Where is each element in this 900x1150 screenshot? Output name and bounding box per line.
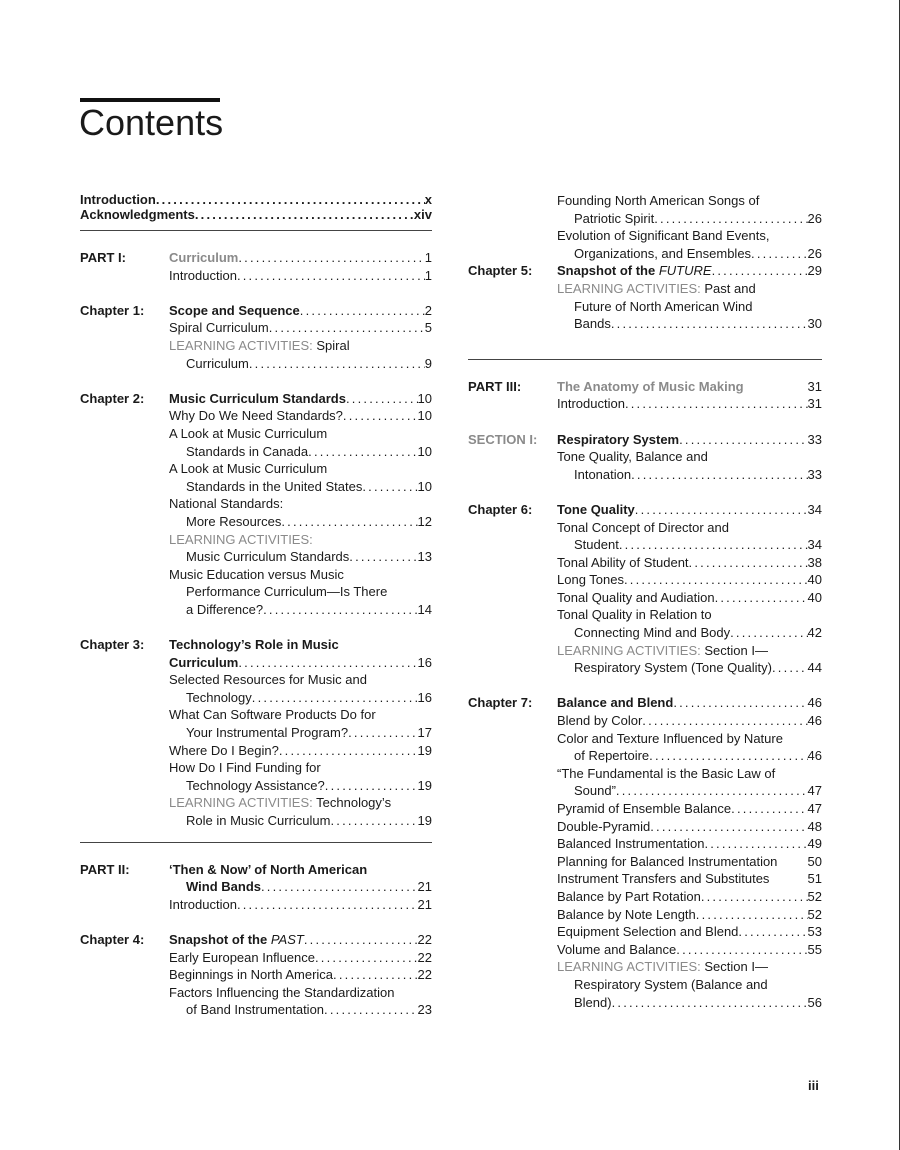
toc-entry-introduction[interactable]: Introduction ..... x [80, 192, 432, 207]
toc-entry-spiral[interactable]: Spiral Curriculum ..... 5 [169, 319, 432, 337]
toc-entry-audiation[interactable]: Tonal Quality and Audiation ..... 40 [557, 589, 822, 607]
toc-entry-founding[interactable]: Founding North American Songs of [557, 193, 760, 208]
toc-entry-part3-introduction[interactable]: Introduction ..... 31 [557, 395, 822, 413]
toc-entry-tonal-ability[interactable]: Tonal Ability of Student ..... 38 [557, 554, 822, 572]
toc-entry-national[interactable]: National Standards: [169, 496, 284, 512]
toc-chapter-7 [468, 694, 822, 1011]
toc-entry-fundamental[interactable]: “The Fundamental is the Basic Law of [557, 765, 776, 781]
toc-entry-ch5-activities[interactable]: LEARNING ACTIVITIES: Past and [557, 280, 756, 296]
toc-chapter-5 [468, 262, 822, 332]
toc-entry-tonal-concept-cont[interactable]: Student ..... 34 [557, 536, 822, 554]
toc-entry-us[interactable]: A Look at Music Curriculum [169, 461, 328, 477]
toc-entry-ch2-activities[interactable]: LEARNING ACTIVITIES: [169, 531, 313, 547]
toc-entry-evolution[interactable]: Evolution of Significant Band Events, [557, 228, 770, 244]
toc-entry-factors[interactable]: Factors Influencing the Standardization [169, 984, 395, 1000]
toc-entry-beginnings[interactable]: Beginnings in North America ..... 22 [169, 966, 432, 984]
toc-entry-ch5-activities-cont[interactable]: Future of North American Wind [574, 298, 753, 314]
toc-part-2 [80, 861, 432, 914]
chapter-label: Chapter 3: [80, 637, 145, 653]
toc-entry-technology[interactable]: Technology’s Role in Music [169, 637, 339, 653]
toc-entry-part2-introduction[interactable]: Introduction ..... 21 [169, 896, 432, 914]
toc-entry-then-now[interactable]: ‘Then & Now’ of North American [169, 861, 368, 877]
chapter-label: Chapter 6: [468, 501, 533, 517]
toc-entry-double-pyramid[interactable]: Double-Pyramid ..... 48 [557, 818, 822, 836]
toc-entry-balanced-instr[interactable]: Balanced Instrumentation ..... 49 [557, 835, 822, 853]
toc-entry-ch5-activities-cont2[interactable]: Bands ..... 30 [557, 315, 822, 333]
toc-entry-planning[interactable]: Planning for Balanced Instrumentation 50 [557, 853, 822, 869]
toc-entry-software[interactable]: What Can Software Products Do for [169, 707, 376, 723]
toc-entry-ch7-activities-cont[interactable]: Respiratory System (Balance and [574, 976, 768, 992]
toc-entry-begin[interactable]: Where Do I Begin? ..... 19 [169, 742, 432, 760]
toc-entry-volume[interactable]: Volume and Balance ..... 55 [557, 941, 822, 959]
toc-entry-selected[interactable]: Selected Resources for Music and [169, 672, 367, 688]
toc-entry-pyramid[interactable]: Pyramid of Ensemble Balance ..... 47 [557, 800, 822, 818]
toc-entry-tone-balance[interactable]: Tone Quality, Balance and [557, 449, 708, 465]
toc-entry-rotation[interactable]: Balance by Part Rotation ..... 52 [557, 888, 822, 906]
toc-entry-future[interactable]: Snapshot of the FUTURE ..... 29 [557, 262, 822, 280]
toc-entry-relation-cont[interactable]: Connecting Mind and Body ..... 42 [557, 624, 822, 642]
toc-entry-music-ed-cont2[interactable]: a Difference? ..... 14 [169, 601, 432, 619]
section-divider [468, 359, 822, 360]
toc-entry-european[interactable]: Early European Influence ..... 22 [169, 949, 432, 967]
toc-entry-ch6-activities-cont[interactable]: Respiratory System (Tone Quality) ..... 44 [557, 659, 822, 677]
part-label: PART III: [468, 378, 522, 394]
toc-chapter-4-cont [468, 192, 822, 262]
toc-entry-us-cont[interactable]: Standards in the United States ..... 10 [169, 478, 432, 496]
toc-entry-funding[interactable]: How Do I Find Funding for [169, 760, 321, 776]
toc-chapter-2 [80, 390, 432, 619]
toc-entry-why[interactable]: Why Do We Need Standards? ..... 10 [169, 407, 432, 425]
chapter-label: Chapter 4: [80, 931, 145, 947]
toc-entry-tonal-concept[interactable]: Tonal Concept of Director and [557, 519, 729, 535]
chapter-label: Chapter 5: [468, 263, 533, 279]
toc-entry-evolution-cont[interactable]: Organizations, and Ensembles ..... 26 [557, 245, 822, 263]
toc-entry-ch1-activities-cont[interactable]: Curriculum ..... 9 [169, 355, 432, 373]
section-divider [80, 842, 432, 843]
toc-entry-ch6-activities[interactable]: LEARNING ACTIVITIES: Section I— [557, 642, 768, 658]
toc-entry-factors-cont[interactable]: of Band Instrumentation ..... 23 [169, 1001, 432, 1019]
page-title: Contents [79, 102, 224, 143]
toc-entry-note-length[interactable]: Balance by Note Length ..... 52 [557, 906, 822, 924]
toc-entry-equipment[interactable]: Equipment Selection and Blend ..... 53 [557, 923, 822, 941]
toc-entry-then-now-cont[interactable]: Wind Bands ..... 21 [169, 878, 432, 896]
toc-entry-ch3-activities[interactable]: LEARNING ACTIVITIES: Technology’s [169, 795, 392, 811]
toc-entry-founding-cont[interactable]: Patriotic Spirit ..... 26 [557, 210, 822, 228]
toc-entry-ch3-activities-cont[interactable]: Role in Music Curriculum ..... 19 [169, 812, 432, 830]
toc-entry-standards[interactable]: Music Curriculum Standards ..... 10 [169, 390, 432, 408]
toc-entry-respiratory[interactable]: Respiratory System ..... 33 [557, 431, 822, 449]
toc-entry-past[interactable]: Snapshot of the PAST ..... 22 [169, 931, 432, 949]
part-label: PART I: [80, 250, 126, 265]
toc-entry-relation[interactable]: Tonal Quality in Relation to [557, 607, 712, 623]
toc-entry-funding-cont[interactable]: Technology Assistance? ..... 19 [169, 777, 432, 795]
toc-entry-canada-cont[interactable]: Standards in Canada ..... 10 [169, 443, 432, 461]
toc-entry-tone-quality[interactable]: Tone Quality ..... 34 [557, 501, 822, 519]
toc-entry-ch7-activities-cont2[interactable]: Blend) ..... 56 [557, 994, 822, 1012]
toc-chapter-3 [80, 636, 432, 830]
toc-chapter-6 [468, 501, 822, 677]
toc-right-column [468, 192, 822, 1011]
section-divider [80, 230, 432, 231]
toc-entry-canada[interactable]: A Look at Music Curriculum [169, 425, 328, 441]
toc-entry-ch7-activities[interactable]: LEARNING ACTIVITIES: Section I— [557, 959, 768, 975]
toc-section-1 [468, 431, 822, 484]
toc-entry-fundamental-cont[interactable]: Sound” ..... 47 [557, 782, 822, 800]
toc-entry-tone-balance-cont[interactable]: Intonation ..... 33 [557, 466, 822, 484]
toc-chapter-4 [80, 931, 432, 1019]
toc-entry-software-cont[interactable]: Your Instrumental Program? ..... 17 [169, 724, 432, 742]
section-label: SECTION I: [468, 431, 538, 447]
chapter-label: Chapter 1: [80, 302, 145, 318]
page-number: iii [808, 1078, 819, 1093]
toc-entry-acknowledgments[interactable]: Acknowledgments ..... xiv [80, 207, 432, 222]
toc-entry-anatomy[interactable]: The Anatomy of Music Making 31 [557, 378, 822, 394]
toc-entry-blend-color[interactable]: Blend by Color ..... 46 [557, 712, 822, 730]
toc-part-3 [468, 378, 822, 413]
toc-entry-texture-cont[interactable]: of Repertoire ..... 46 [557, 747, 822, 765]
toc-part-1 [80, 249, 432, 284]
toc-entry-scope[interactable]: Scope and Sequence ..... 2 [169, 302, 432, 320]
toc-entry-ch2-activities-cont[interactable]: Music Curriculum Standards ..... 13 [169, 548, 432, 566]
toc-entry-balance-blend[interactable]: Balance and Blend ..... 46 [557, 694, 822, 712]
toc-entry-long-tones[interactable]: Long Tones ..... 40 [557, 571, 822, 589]
chapter-label: Chapter 2: [80, 390, 145, 406]
toc-entry-texture[interactable]: Color and Texture Influenced by Nature [557, 730, 783, 746]
toc-left-column [80, 192, 432, 1019]
toc-entry-ch1-activities[interactable]: LEARNING ACTIVITIES: Spiral [169, 337, 350, 353]
toc-entry-selected-cont[interactable]: Technology ..... 16 [169, 689, 432, 707]
toc-entry-music-ed-cont[interactable]: Performance Curriculum—Is There [186, 584, 388, 600]
toc-entry-curriculum[interactable]: Curriculum ..... 1 [169, 249, 432, 267]
chapter-label: Chapter 7: [468, 695, 533, 711]
toc-entry-transfers[interactable]: Instrument Transfers and Substitutes 51 [557, 871, 822, 887]
toc-entry-technology-cont[interactable]: Curriculum ..... 16 [169, 654, 432, 672]
toc-entry-music-ed[interactable]: Music Education versus Music [169, 566, 344, 582]
toc-chapter-1 [80, 302, 432, 372]
part-label: PART II: [80, 861, 130, 877]
toc-entry-part1-introduction[interactable]: Introduction ..... 1 [169, 267, 432, 285]
toc-entry-national-cont[interactable]: More Resources ..... 12 [169, 513, 432, 531]
